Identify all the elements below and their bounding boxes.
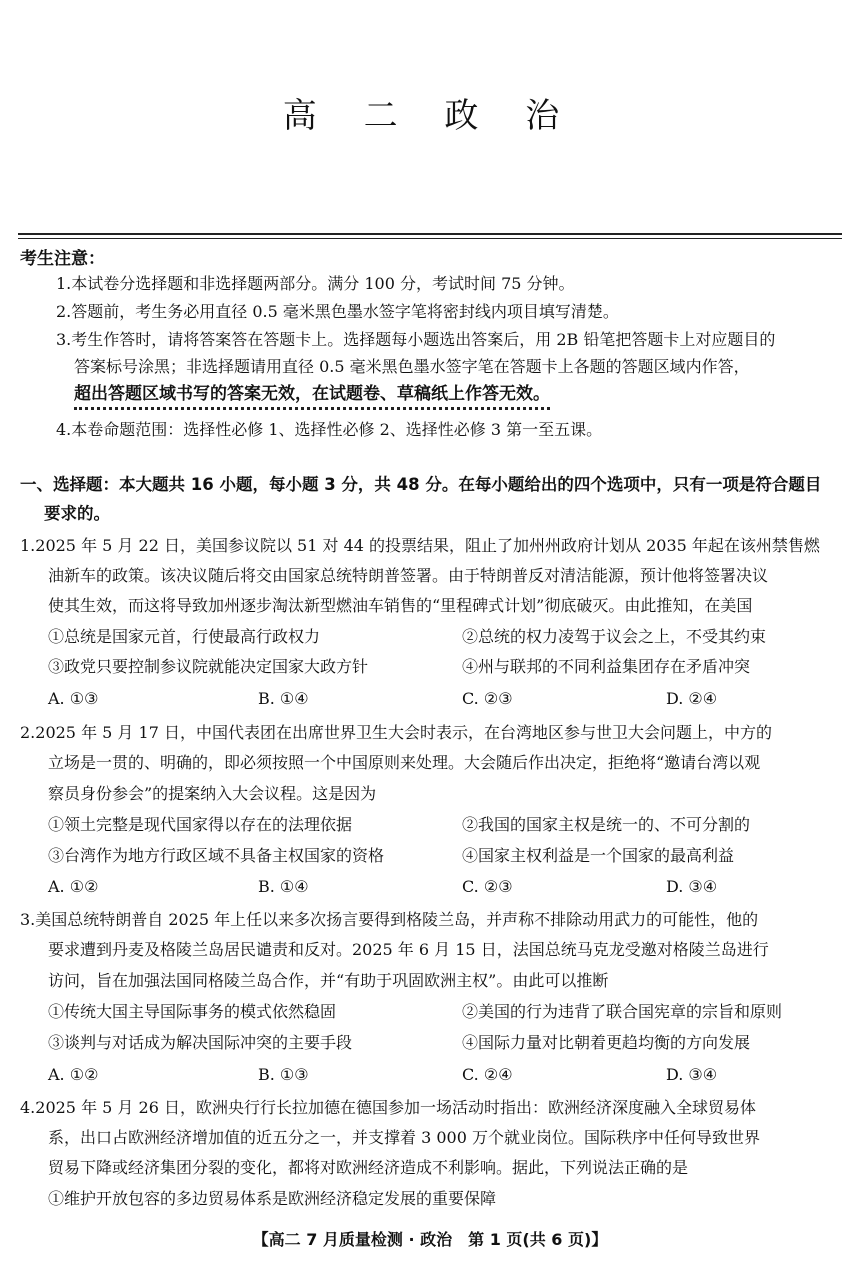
option-b: B. ①④: [258, 689, 309, 708]
header-rule-thin: [18, 238, 842, 239]
statement: ④州与联邦的不同利益集团存在矛盾冲突: [462, 657, 751, 676]
question-stem: 使其生效，而这将导致加州逐步淘汰新型燃油车销售的“里程碑式计划”彻底破灭。由此推知，在美国: [48, 596, 753, 615]
option-c: C. ②③: [462, 877, 513, 896]
option-a: A. ①②: [48, 877, 99, 896]
notice-emphasis: 超出答题区域书写的答案无效，在试题卷、草稿纸上作答无效。: [74, 384, 550, 404]
statement: ①维护开放包容的多边贸易体系是欧洲经济稳定发展的重要保障: [48, 1189, 497, 1208]
question-stem: 油新车的政策。该决议随后将交由国家总统特朗普签署。由于特朗普反对清洁能源，预计他将签署决议: [48, 566, 769, 585]
option-a: A. ①②: [48, 1065, 99, 1084]
statement: ②美国的行为违背了联合国宪章的宗旨和原则: [462, 1002, 783, 1021]
option-d: D. ③④: [666, 877, 718, 896]
question-stem: 立场是一贯的、明确的，即必须按照一个中国原则来处理。大会随后作出决定，拒绝将“邀请台湾以观: [48, 753, 761, 772]
question-stem: 要求遭到丹麦及格陵兰岛居民谴责和反对。2025 年 6 月 15 日，法国总统马克龙受邀对格陵兰岛进行: [48, 940, 769, 959]
statement: ③台湾作为地方行政区域不具备主权国家的资格: [48, 846, 385, 865]
page-title: 高 二 政 治: [282, 96, 578, 136]
question-stem: 3.美国总统特朗普自 2025 年上任以来多次扬言要得到格陵兰岛，并声称不排除动用武力的可能性，他的: [20, 910, 759, 929]
question-stem: 贸易下降或经济集团分裂的变化，都将对欧洲经济造成不利影响。据此，下列说法正确的是: [48, 1158, 689, 1177]
statement: ③政党只要控制参议院就能决定国家大政方针: [48, 657, 369, 676]
notice-item: 4.本卷命题范围：选择性必修 1、选择性必修 2、选择性必修 3 第一至五课。: [56, 420, 603, 439]
statement: ①领土完整是现代国家得以存在的法理依据: [48, 815, 353, 834]
header-rule: [18, 233, 842, 235]
option-d: D. ③④: [666, 1065, 718, 1084]
statement: ②总统的权力凌驾于议会之上，不受其约束: [462, 627, 767, 646]
page-footer: 【高二 7 月质量检测 · 政治 第 1 页(共 6 页)】: [252, 1230, 608, 1249]
notice-item: 3.考生作答时，请将答案答在答题卡上。选择题每小题选出答案后，用 2B 铅笔把答题卡上对应题目的: [56, 330, 776, 349]
question-stem: 察员身份参会”的提案纳入大会议程。这是因为: [48, 784, 377, 803]
statement: ④国际力量对比朝着更趋均衡的方向发展: [462, 1033, 751, 1052]
option-b: B. ①④: [258, 877, 309, 896]
section-heading-cont: 要求的。: [44, 504, 110, 523]
question-stem: 系，出口占欧洲经济增加值的近五分之一，并支撑着 3 000 万个就业岗位。国际秩序中任何导致世界: [48, 1128, 760, 1147]
option-a: A. ①③: [48, 689, 99, 708]
notice-heading: 考生注意：: [20, 249, 105, 269]
question-stem: 1.2025 年 5 月 22 日，美国参议院以 51 对 44 的投票结果，阻止了加州州政府计划从 2035 年起在该州禁售燃: [20, 536, 820, 555]
question-stem: 访问，旨在加强法国同格陵兰岛合作，并“有助于巩固欧洲主权”。由此可以推断: [48, 971, 609, 990]
option-c: C. ②④: [462, 1065, 513, 1084]
question-stem: 4.2025 年 5 月 26 日，欧洲央行行长拉加德在德国参加一场活动时指出：欧洲经济深度融入全球贸易体: [20, 1098, 756, 1117]
option-d: D. ②④: [666, 689, 718, 708]
option-b: B. ①③: [258, 1065, 309, 1084]
statement: ③谈判与对话成为解决国际冲突的主要手段: [48, 1033, 353, 1052]
notice-item: 1.本试卷分选择题和非选择题两部分。满分 100 分，考试时间 75 分钟。: [56, 274, 575, 293]
statement: ①传统大国主导国际事务的模式依然稳固: [48, 1002, 337, 1021]
statement: ②我国的国家主权是统一的、不可分割的: [462, 815, 751, 834]
notice-item: 2.答题前，考生务必用直径 0.5 毫米黑色墨水签字笔将密封线内项目填写清楚。: [56, 302, 619, 321]
section-heading: 一、选择题：本大题共 16 小题，每小题 3 分，共 48 分。在每小题给出的四个选项中，只有一项是符合题目: [20, 475, 822, 494]
option-c: C. ②③: [462, 689, 513, 708]
question-stem: 2.2025 年 5 月 17 日，中国代表团在出席世界卫生大会时表示，在台湾地区参与世卫大会问题上，中方的: [20, 723, 772, 742]
notice-item: 答案标号涂黑；非选择题请用直径 0.5 毫米黑色墨水签字笔在答题卡上各题的答题区域内作答，: [74, 357, 750, 376]
statement: ④国家主权利益是一个国家的最高利益: [462, 846, 735, 865]
statement: ①总统是国家元首，行使最高行政权力: [48, 627, 321, 646]
